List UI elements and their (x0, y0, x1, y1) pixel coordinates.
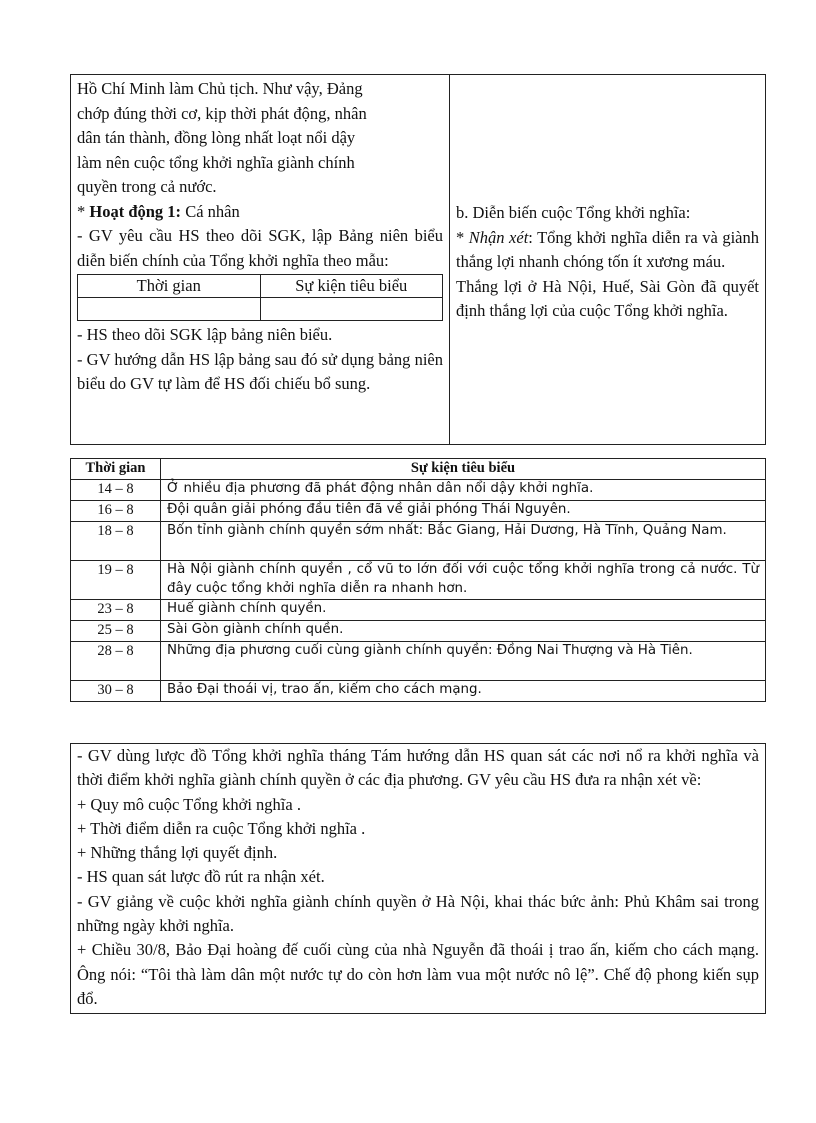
activity-heading (77, 200, 443, 225)
timeline-event: Đội quân giải phóng đầu tiên đã về giải phóng Thái Nguyên. (161, 501, 766, 522)
lesson-table-bottom (70, 743, 766, 1014)
paragraph: + Thời điểm diễn ra cuộc Tổng khởi nghĩa . (77, 818, 366, 838)
remark-bullet: * (456, 227, 469, 247)
left-line-2: chớp đúng thời cơ, kịp thời phát động, nhân (77, 103, 367, 123)
table-row (71, 600, 766, 621)
lesson-table-top (70, 74, 766, 445)
timeline-event: Ở nhiều địa phương đã phát động nhân dân nổi dậy khởi nghĩa. (161, 480, 766, 501)
content-column (450, 75, 765, 444)
table-row (71, 561, 766, 600)
template-header-event: Sự kiện tiêu biểu (260, 275, 443, 298)
template-empty-cell (78, 298, 261, 321)
table-row (71, 681, 766, 702)
timeline-header-time: Thời gian (71, 459, 161, 480)
victory-text: Thắng lợi ở Hà Nội, Huế, Sài Gòn đã quyết định thắng lợi của cuộc Tổng khởi nghĩa. (456, 276, 759, 320)
gv-guide: - GV hướng dẫn HS lập bảng sau đó sử dụng bảng niên biểu do GV tự làm để HS đối chiếu bổ sung. (77, 349, 443, 393)
timeline-event: Huế giành chính quyền. (161, 600, 766, 621)
template-table (77, 274, 443, 321)
timeline-time: 14 – 8 (71, 480, 161, 501)
paragraph: + Những thắng lợi quyết định. (77, 843, 278, 863)
timeline-time: 23 – 8 (71, 600, 161, 621)
table-row (71, 501, 766, 522)
remark (456, 226, 759, 275)
activity-bullet: * (77, 201, 90, 221)
gv-request: - GV yêu cầu HS theo dõi SGK, lập Bảng niên biểu diễn biến chính của Tổng khởi nghĩa theo mẫu: (77, 226, 443, 270)
left-line-1: Hồ Chí Minh làm Chủ tịch. Như vậy, Đảng (77, 79, 363, 98)
left-line-4: làm nên cuộc tổng khởi nghĩa giành chính (77, 152, 355, 172)
template-header-time: Thời gian (78, 275, 261, 298)
timeline-table (70, 458, 766, 702)
timeline-event: Bảo Đại thoái vị, trao ấn, kiếm cho cách mạng. (161, 681, 766, 702)
template-empty-cell (260, 298, 443, 321)
remark-text: : Tổng khởi nghĩa diễn ra và giành thắng lợi nhanh chóng tốn ít xương máu. (456, 227, 759, 271)
section-title: Diễn biến cuộc Tổng khởi nghĩa: (472, 203, 691, 222)
timeline-header-row (71, 459, 766, 480)
activity-mode: Cá nhân (185, 201, 240, 221)
blank-space (456, 75, 759, 201)
timeline-time: 30 – 8 (71, 681, 161, 702)
hs-follow: - HS theo dõi SGK lập bảng niên biểu. (77, 325, 333, 344)
timeline-time: 19 – 8 (71, 561, 161, 600)
remark-label: Nhận xét (468, 227, 529, 247)
timeline-header-event: Sự kiện tiêu biểu (161, 459, 766, 480)
paragraph: + Chiều 30/8, Bảo Đại hoàng đế cuối cùng của nhà Nguyễn đã thoái ị trao ấn, kiếm cho cách mạng. Ông nói: “Tôi thà làm dân một nước tự do còn hơn làm vua một nước nô lệ”. Chế độ phong kiến sụp đổ. (77, 940, 759, 1008)
table-row (71, 642, 766, 681)
paragraph: - HS quan sát lược đồ rút ra nhận xét. (77, 867, 325, 887)
table-row (71, 480, 766, 501)
teacher-activity-column (71, 75, 450, 444)
timeline-time: 28 – 8 (71, 642, 161, 681)
table-row (71, 621, 766, 642)
left-line-5: quyền trong cả nước. (77, 177, 217, 196)
activity-title: Hoạt động 1: (89, 201, 186, 221)
paragraph: + Quy mô cuộc Tổng khởi nghĩa . (77, 794, 301, 814)
timeline-time: 18 – 8 (71, 522, 161, 561)
timeline-event: Những địa phương cuối cùng giành chính quyền: Đồng Nai Thượng và Hà Tiên. (161, 642, 766, 681)
table-row (71, 522, 766, 561)
left-line-3: dân tán thành, đồng lòng nhất loạt nổi dậy (77, 128, 356, 147)
timeline-time: 25 – 8 (71, 621, 161, 642)
section-heading (456, 201, 759, 226)
timeline-time: 16 – 8 (71, 501, 161, 522)
paragraph: - GV dùng lược đồ Tổng khởi nghĩa tháng Tám hướng dẫn HS quan sát các nơi nổ ra khởi nghĩa và thời điểm khởi nghĩa giành chính quyền ở các địa phương. GV yêu cầu HS đưa ra nhận xét về: (77, 746, 759, 790)
paragraph: - GV giảng về cuộc khởi nghĩa giành chính quyền ở Hà Nội, khai thác bức ảnh: Phủ Khâm sai trong những ngày khởi nghĩa. (77, 891, 759, 936)
section-letter: b. (456, 203, 473, 222)
timeline-event: Sài Gòn giành chính quền. (161, 621, 766, 642)
timeline-event: Hà Nội giành chính quyền , cổ vũ to lớn đối với cuộc tổng khởi nghĩa trong cả nước. Từ đây cuộc tổng khởi nghĩa diễn ra nhanh hơn. (161, 561, 766, 600)
timeline-event: Bốn tỉnh giành chính quyền sớm nhất: Bắc Giang, Hải Dương, Hà Tĩnh, Quảng Nam. (161, 522, 766, 561)
